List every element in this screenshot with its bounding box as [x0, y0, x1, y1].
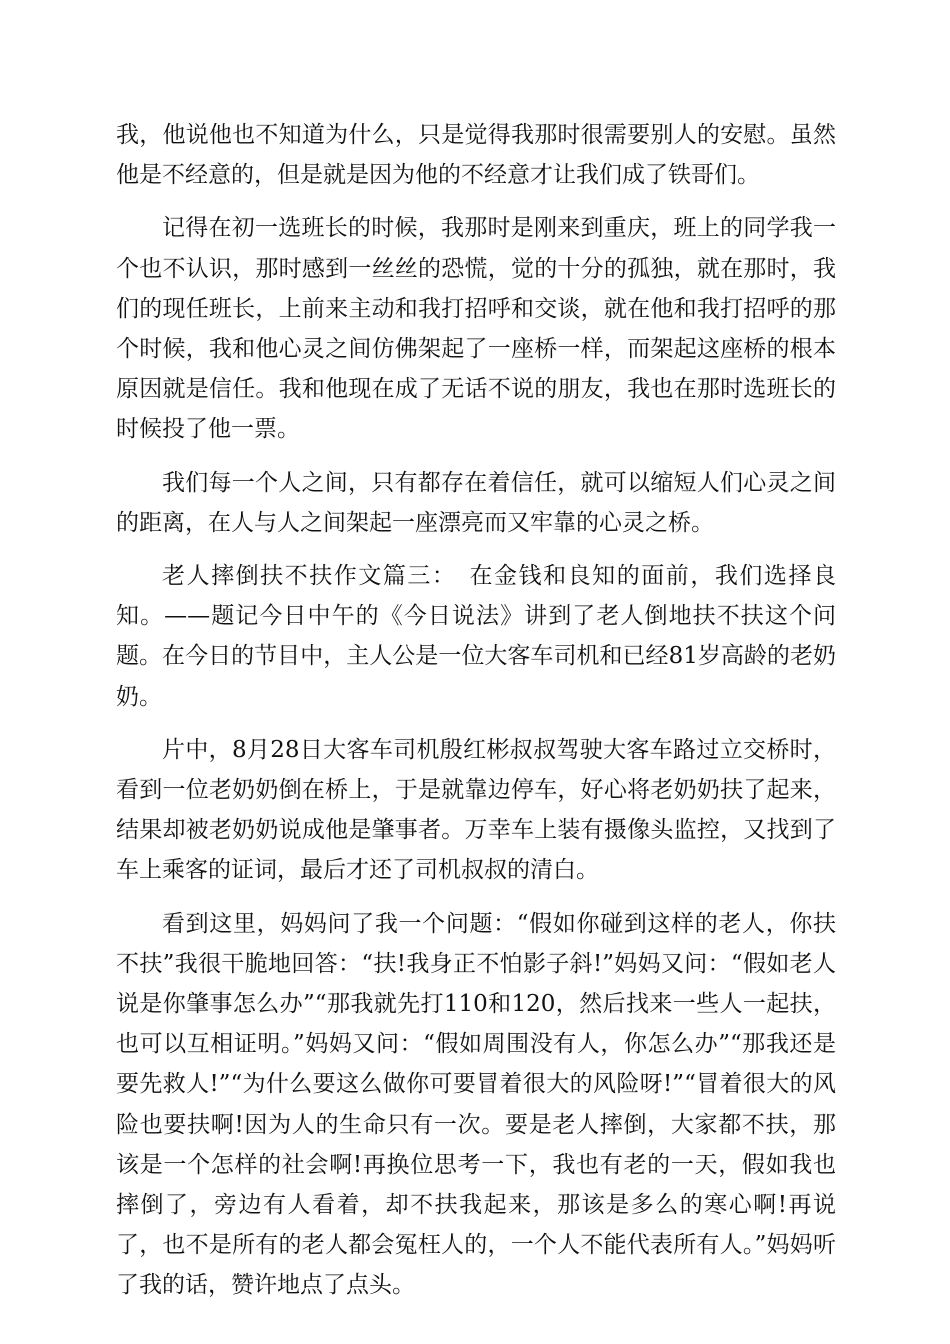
paragraph: 老人摔倒扶不扶作文篇三： 在金钱和良知的面前，我们选择良知。——题记今日中午的《今日说法》讲到了老人倒地扶不扶这个问题。在今日的节目中，主人公是一位大客车司机和已经81岁高龄的老奶奶。 [116, 563, 836, 710]
document-body [116, 115, 836, 1319]
paragraph: 我，他说他也不知道为什么，只是觉得我那时很需要别人的安慰。虽然他是不经意的，但是就是因为他的不经意才让我们成了铁哥们。 [116, 122, 836, 189]
paragraph: 片中，8月28日大客车司机殷红彬叔叔驾驶大客车路过立交桥时，看到一位老奶奶倒在桥上，于是就靠边停车，好心将老奶奶扶了起来，结果却被老奶奶说成他是肇事者。万幸车上装有摄像头监控，又找到了车上乘客的证词，最后才还了司机叔叔的清白。 [116, 736, 836, 884]
paragraph: 看到这里，妈妈问了我一个问题：“假如你碰到这样的老人，你扶不扶”我很干脆地回答：“扶!我身正不怕影子斜!”妈妈又问：“假如老人说是你肇事怎么办”“那我就先打110和120，然后找来一些人一起扶，也可以互相证明。”妈妈又问：“假如周围没有人，你怎么办”“那我还是要先救人!”“为什么要这么做你可要冒着很大的风险呀!”“冒着很大的风险也要扶啊!因为人的生命只有一次。要是老人摔倒，大家都不扶，那该是一个怎样的社会啊!再换位思考一下，我也有老的一天，假如我也摔倒了，旁边有人看着，却不扶我起来，那该是多么的寒心啊!再说了，也不是所有的老人都会冤枉人的，一个人不能代表所有人。”妈妈听了我的话，赞许地点了点头。 [116, 910, 836, 1299]
paragraph: 我们每一个人之间，只有都存在着信任，就可以缩短人们心灵之间的距离，在人与人之间架起一座漂亮而又牢靠的心灵之桥。 [116, 469, 836, 536]
paragraph: 记得在初一选班长的时候，我那时是刚来到重庆，班上的同学我一个也不认识，那时感到一丝丝的恐慌，觉的十分的孤独，就在那时，我们的现任班长，上前来主动和我打招呼和交谈，就在他和我打招呼的那个时候，我和他心灵之间仿佛架起了一座桥一样，而架起这座桥的根本原因就是信任。我和他现在成了无话不说的朋友，我也在那时选班长的时候投了他一票。 [116, 215, 836, 443]
